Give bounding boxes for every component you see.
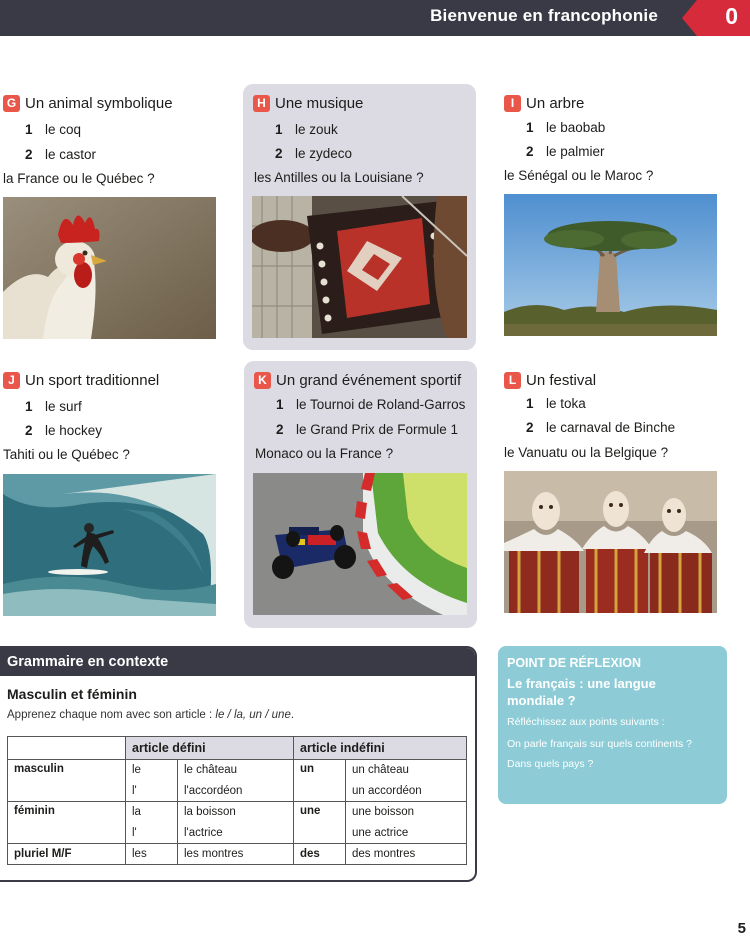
card-g [3,84,236,352]
table-header-row [8,737,467,760]
card-h-option-2: 2 le zydeco [275,146,353,161]
row-label-feminin: féminin [8,802,126,844]
card-g-question: la France ou le Québec ? [3,171,155,186]
grammar-header [0,648,475,676]
card-g-option-1: 1 le coq [25,122,82,137]
cell-article: une [294,802,346,844]
grammar-title: Grammaire en contexte [7,654,169,670]
cell-example: un accordéon [346,781,467,802]
card-i-badge: I [504,95,521,112]
cell-article: un [294,760,346,802]
card-l-option-2: 2 le carnaval de Binche [526,420,676,435]
card-i-option-2: 2 le palmier [526,144,605,159]
card-j-question: Tahiti ou le Québec ? [3,447,130,462]
cell-example: le château [178,760,294,781]
card-h-title: Une musique [275,95,364,112]
reflexion-line-3: Dans quels pays ? [507,758,594,770]
card-l-title: Un festival [526,372,597,389]
reflexion-title: POINT DE RÉFLEXION [507,656,642,670]
chapter-number: 0 [725,3,738,29]
table-row [8,760,467,781]
col-header-indefini: article indéfini [294,737,467,760]
cell-example: une boisson [346,802,467,823]
reflexion-box [498,646,727,804]
card-l-badge: L [504,372,521,389]
card-k-header [254,372,461,389]
grammar-instruction: Apprenez chaque nom avec son article : le / la, un / une. [7,709,295,721]
card-j [3,361,236,629]
articles-table [7,736,467,865]
card-g-badge: G [3,95,20,112]
accordion-photo [252,196,467,338]
cell-article: le [126,760,178,781]
formula-1-photo [253,473,467,615]
reflexion-subtitle: Le français : une langue mondiale ? [507,676,656,708]
rooster-photo [3,197,216,339]
cell-example: un château [346,760,467,781]
carnival-photo [504,471,717,613]
card-j-badge: J [3,372,20,389]
card-i-title: Un arbre [526,95,585,112]
row-label-pluriel: pluriel M/F [8,844,126,865]
cell-article: l' [126,823,178,844]
card-l-header [504,372,596,389]
table-row [8,802,467,823]
card-k [244,361,477,628]
cell-example: la boisson [178,802,294,823]
row-label-masculin: masculin [8,760,126,802]
cell-example: des montres [346,844,467,865]
top-banner [0,0,750,36]
page-number: 5 [737,920,746,937]
card-h-header [253,95,363,112]
card-j-title: Un sport traditionnel [25,372,160,389]
card-h [243,84,476,350]
cell-article: l' [126,781,178,802]
card-h-question: les Antilles ou la Louisiane ? [254,170,424,185]
cell-example: l'accordéon [178,781,294,802]
card-h-option-1: 1 le zouk [275,122,338,137]
card-l-option-1: 1 le toka [526,396,586,411]
card-i-question: le Sénégal ou le Maroc ? [504,168,654,183]
card-k-option-2: 2 le Grand Prix de Formule 1 [276,422,459,437]
col-header-defini: article défini [126,737,294,760]
card-j-option-1: 1 le surf [25,399,82,414]
card-g-title: Un animal symbolique [25,95,173,112]
cell-example: l'actrice [178,823,294,844]
table-row [8,844,467,865]
grammar-subtitle: Masculin et féminin [7,686,137,702]
cell-article: les [126,844,178,865]
card-l [504,361,737,629]
card-j-header [3,372,159,389]
card-k-badge: K [254,372,271,389]
card-k-title: Un grand événement sportif [276,372,462,389]
baobab-photo [504,194,717,336]
card-i-option-1: 1 le baobab [526,120,606,135]
card-j-option-2: 2 le hockey [25,423,103,438]
card-l-question: le Vanuatu ou la Belgique ? [504,445,669,460]
surfer-photo [3,474,216,616]
chapter-tab [682,0,750,36]
cell-article: des [294,844,346,865]
cell-example: une actrice [346,823,467,844]
reflexion-line-1: Réfléchissez aux points suivants : [507,716,665,728]
banner-title: Bienvenue en francophonie [430,6,658,25]
card-i-header [504,95,584,112]
card-g-option-2: 2 le castor [25,147,97,162]
card-i [504,84,737,352]
cell-example: les montres [178,844,294,865]
card-h-badge: H [253,95,270,112]
card-k-question: Monaco ou la France ? [255,446,394,461]
reflexion-line-2: On parle français sur quels continents ? [507,738,693,750]
grammar-box [0,646,477,882]
card-k-option-1: 1 le Tournoi de Roland-Garros [276,397,466,412]
cell-article: la [126,802,178,823]
card-g-header [3,95,173,112]
